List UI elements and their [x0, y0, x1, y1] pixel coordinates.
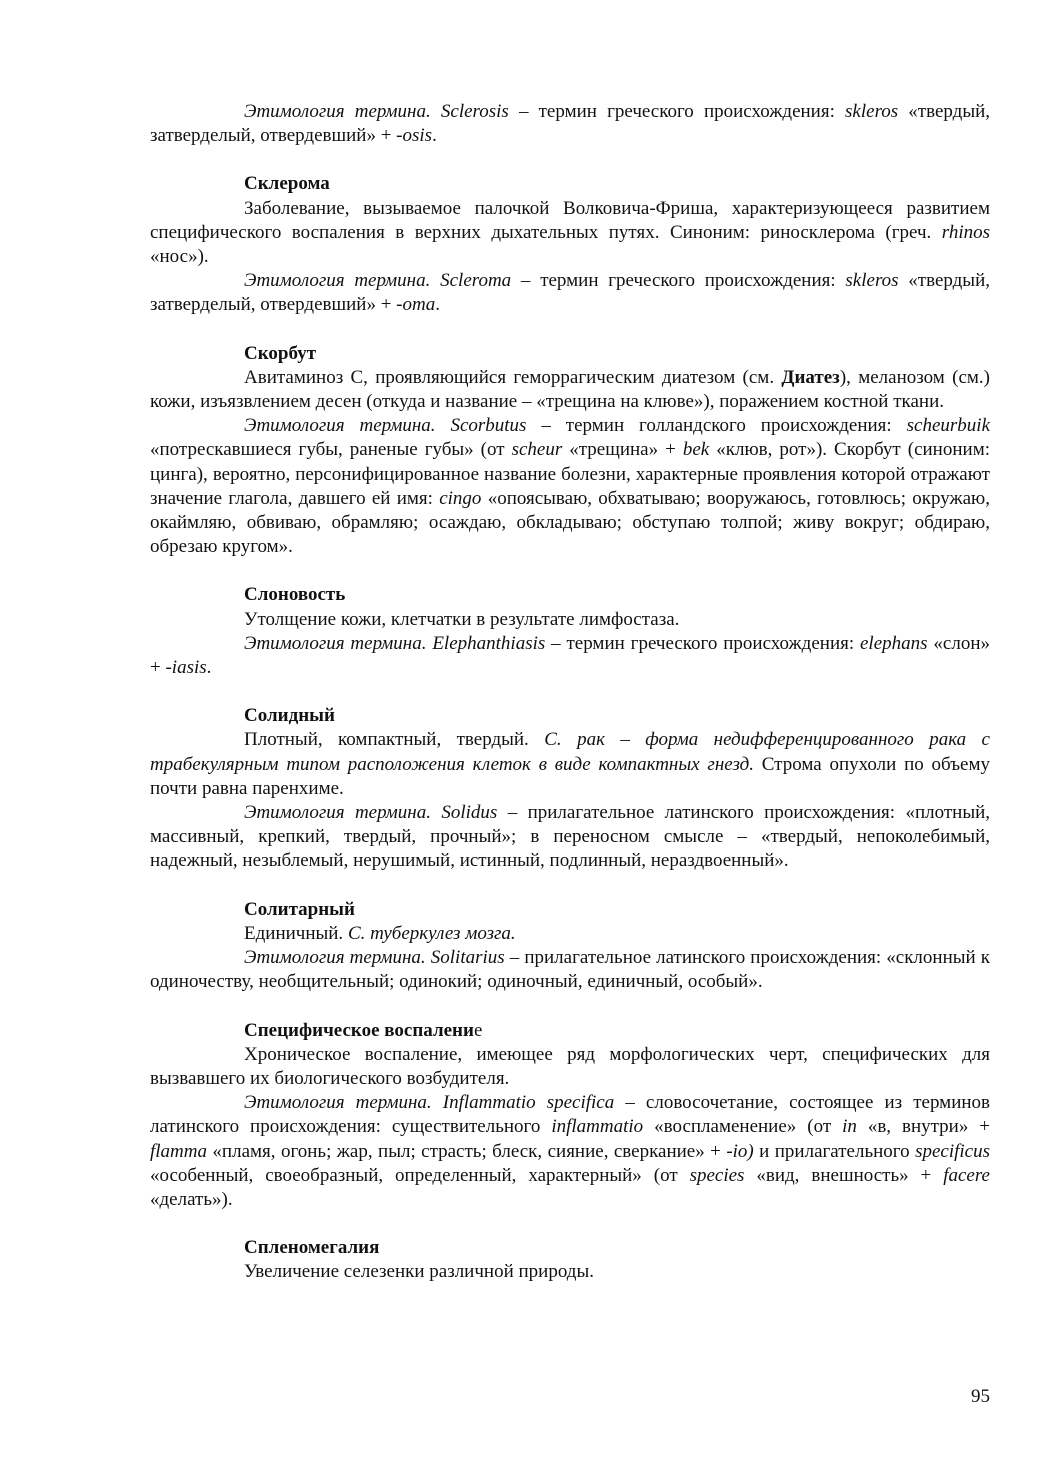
definition-paragraph: [150, 728, 990, 801]
etymology-text: «твердый, затверделый, отвердевший» +: [150, 101, 991, 147]
latin-term: Scorbutus: [450, 415, 527, 437]
etymology-text: «слон» +: [150, 632, 990, 679]
etymology-paragraph: [150, 269, 990, 317]
etymology-text: «пламя, огонь; жар, пыл; страсть; блеск, сияние, сверкание» +: [207, 1140, 727, 1162]
page-number: 95: [971, 1386, 990, 1407]
term-heading: Слоновость: [244, 584, 346, 606]
etymology-word: -io): [726, 1140, 754, 1162]
etymology-text: – термин греческого происхождения:: [511, 270, 846, 292]
term-heading: Солитарный: [244, 898, 355, 920]
etymology-word: scheur: [511, 439, 563, 461]
definition-text: Строма опухоли по объему почти равна паренхиме.: [150, 753, 990, 799]
etymology-text: – прилагательное латинского происхождения: «склонный к одиночеству, необщительный; одинокий; одиночный, единичный, особый».: [150, 947, 990, 993]
etymology-paragraph: [150, 100, 990, 148]
latin-term: Solidus: [441, 802, 498, 824]
etymology-label: Этимология термина.: [244, 632, 427, 654]
etymology-word: skleros: [845, 101, 899, 122]
etymology-text: .: [432, 125, 437, 147]
etymology-label: Этимология термина.: [244, 1092, 432, 1114]
etymology-word: elephans: [860, 632, 928, 654]
definition-text: «нос»).: [150, 246, 209, 268]
definition-text: Авитаминоз С, проявляющийся геморрагическим диатезом (см.: [244, 366, 782, 388]
definition-paragraph: Увеличение селезенки различной природы.: [244, 1261, 594, 1283]
term-heading: Склерома: [244, 173, 330, 195]
entry-specific-inflammation: [150, 1019, 990, 1213]
entry-splenomegaly: [150, 1236, 990, 1284]
definition-text: Заболевание, вызываемое палочкой Волковича-Фриша, характеризующееся развитием специфического воспаления в верхних дыхательных путях. Синоним: риносклерома (греч.: [150, 197, 990, 243]
latin-term: Scleroma: [440, 270, 512, 292]
etymology-label: Этимология термина.: [244, 802, 431, 824]
etymology-text: – термин греческого происхождения:: [508, 101, 846, 122]
etymology-text: – термин голландского происхождения:: [526, 415, 907, 437]
definition-paragraph: Хроническое воспаление, имеющее ряд морфологических черт, специфических для вызвавшего их биологического возбудителя.: [150, 1043, 990, 1089]
etymology-word: facere: [943, 1164, 990, 1186]
etymology-text: – прилагательное латинского происхождения: «плотный, массивный, крепкий, твердый, прочный»; в переносном смысле – «твердый, непоколебимый, надежный, незыблемый, нерушимый, истинный, подлинный, нераздвоенный».: [150, 802, 990, 872]
etymology-word: flamma: [150, 1140, 207, 1162]
latin-term: Sclerosis: [440, 101, 509, 122]
etymology-text: «твердый, затверделый, отвердевший» +: [150, 270, 990, 316]
entry-scorbut: [150, 342, 990, 560]
etymology-text: «опоясываю, обхватываю; вооружаюсь, готовлюсь; окружаю, окаймляю, обвиваю, обрамляю; осаждаю, обкладываю; обступаю толпой; живу вокруг; обдираю, обрезаю кругом».: [150, 487, 990, 558]
term-heading-bold: Специфическое воспалени: [244, 1019, 474, 1041]
document-page: [150, 100, 990, 1309]
etymology-suffix: -iasis: [165, 657, 207, 679]
etymology-text: «потрескавшиеся губы, раненые губы» (от: [150, 439, 512, 461]
etymology-paragraph: [150, 946, 990, 994]
etymology-word: species: [689, 1164, 745, 1186]
latin-term: Inflammatio specifica: [442, 1092, 615, 1114]
definition-paragraph: Утолщение кожи, клетчатки в результате лимфостаза.: [244, 608, 680, 630]
term-heading: Солидный: [244, 705, 335, 727]
etymology-paragraph: [150, 1091, 990, 1212]
term-heading-tail: е: [473, 1019, 483, 1041]
latin-term: Elephanthiasis: [432, 632, 546, 654]
definition-text: ), меланозом (см.) кожи, изъязвлением десен (откуда и название – «трещина на клюве»), поражением костной ткани.: [150, 366, 990, 413]
definition-text: Единичный.: [244, 922, 348, 944]
etymology-text: «воспламенение» (от: [643, 1116, 843, 1138]
etymology-label: Этимология термина.: [244, 101, 431, 122]
term-heading: Спленомегалия: [244, 1237, 380, 1259]
etymology-word: bek: [682, 439, 710, 461]
etymology-suffix: -osis: [396, 125, 433, 147]
entry-sclerosis: [150, 100, 990, 148]
etymology-suffix: -oma: [396, 294, 436, 316]
etymology-word: cingo: [439, 487, 482, 509]
etymology-word: in: [842, 1116, 857, 1138]
definition-paragraph: [150, 197, 990, 270]
etymology-text: – словосочетание, состоящее из терминов латинского происхождения: существительного: [150, 1092, 990, 1138]
etymology-paragraph: [150, 632, 990, 680]
etymology-text: «особенный, своеобразный, определенный, характерный» (от: [150, 1164, 690, 1186]
etymology-text: «клюв, рот»). Скорбут (синоним: цинга), вероятно, персонифицированное название болезни, характерные проявления которой отражают значение глагола, давшего ей имя:: [150, 439, 990, 509]
etymology-word: scheurbuik: [906, 415, 991, 437]
entry-scleroma: [150, 172, 990, 317]
etymology-word: inflammatio: [551, 1116, 644, 1138]
etymology-word: skleros: [845, 270, 899, 292]
etymology-text: – термин греческого происхождения:: [545, 632, 860, 654]
etymology-text: «делать»).: [150, 1188, 233, 1210]
etymology-label: Этимология термина.: [244, 270, 431, 292]
etymology-label: Этимология термина.: [244, 947, 426, 969]
etymology-text: «трещина» +: [562, 439, 683, 461]
etymology-text: «в, внутри» +: [856, 1116, 991, 1138]
definition-paragraph: [150, 366, 990, 414]
entry-solid: [150, 704, 990, 873]
etymology-text: .: [435, 294, 440, 316]
etymology-label: Этимология термина.: [244, 415, 436, 437]
etymology-text: и прилагательного: [753, 1140, 916, 1162]
entry-solitary: [150, 898, 990, 995]
entry-elephantiasis: [150, 583, 990, 680]
definition-example: С. туберкулез мозга.: [347, 922, 516, 944]
etymology-text: .: [206, 657, 212, 679]
etymology-paragraph: [150, 414, 990, 559]
etymology-paragraph: [150, 801, 990, 874]
definition-example: С. рак – форма недифференцированного рака с трабекулярным типом расположения клеток в виде компактных гнезд.: [150, 729, 990, 775]
term-heading: [150, 1019, 990, 1043]
cross-reference: Диатез: [781, 366, 840, 388]
latin-term: Solitarius: [430, 947, 505, 969]
etymology-word: specificus: [915, 1140, 990, 1162]
definition-paragraph: [150, 922, 990, 946]
definition-word: rhinos: [941, 221, 990, 243]
definition-text: Плотный, компактный, твердый.: [244, 729, 545, 751]
term-heading: Скорбут: [244, 342, 317, 364]
etymology-text: «вид, внешность» +: [744, 1164, 944, 1186]
